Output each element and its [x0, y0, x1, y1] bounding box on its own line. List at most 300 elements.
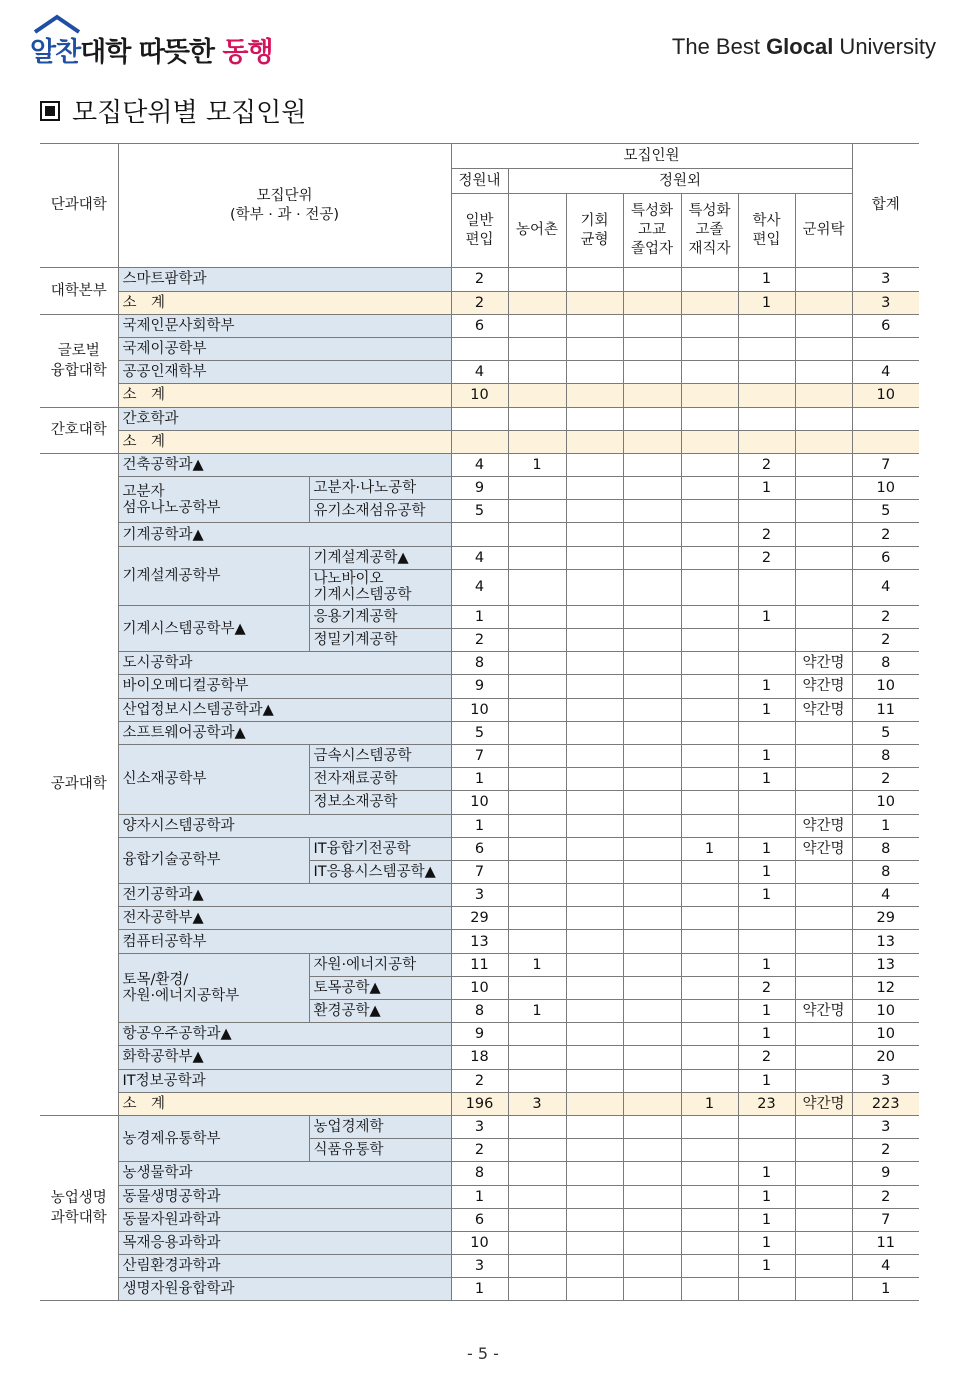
header-equal: 기회 균형 — [566, 194, 623, 268]
unit-cell: 항공우주공학과▲ — [118, 1023, 451, 1046]
value-cell — [566, 768, 623, 791]
value-cell: 4 — [852, 884, 919, 907]
header-unit: 모집단위 (학부 · 과 · 전공) — [118, 144, 451, 268]
value-cell — [681, 629, 738, 652]
value-cell — [738, 500, 795, 523]
value-cell — [508, 675, 566, 698]
table-row — [40, 1162, 919, 1185]
value-cell: 8 — [852, 652, 919, 675]
page-title: 모집단위별 모집인원 — [40, 92, 306, 129]
value-cell — [795, 291, 852, 314]
value-cell — [681, 953, 738, 976]
value-cell: 1 — [738, 860, 795, 883]
value-cell — [795, 884, 852, 907]
value-cell — [623, 569, 681, 605]
table-row — [40, 523, 919, 546]
group-cell: 기계시스템공학부▲ — [118, 605, 309, 651]
value-cell: 10 — [852, 1000, 919, 1023]
value-cell: 2 — [738, 1046, 795, 1069]
value-cell — [508, 1185, 566, 1208]
value-cell: 1 — [738, 268, 795, 291]
header-college: 단과대학 — [40, 144, 118, 268]
value-cell — [738, 361, 795, 384]
value-cell — [508, 1023, 566, 1046]
table-row — [40, 1278, 919, 1301]
value-cell: 약간명 — [795, 698, 852, 721]
value-cell: 약간명 — [795, 814, 852, 837]
value-cell — [681, 605, 738, 628]
table-row — [40, 675, 919, 698]
value-cell — [508, 1255, 566, 1278]
page-number: - 5 - — [467, 1344, 499, 1363]
value-cell — [681, 675, 738, 698]
table-row — [40, 430, 919, 453]
table-row — [40, 314, 919, 337]
subtotal-label: 소 계 — [118, 1092, 451, 1115]
table-row — [40, 407, 919, 430]
value-cell: 2 — [451, 629, 508, 652]
value-cell — [681, 430, 738, 453]
value-cell — [681, 1231, 738, 1254]
value-cell — [681, 721, 738, 744]
value-cell: 10 — [451, 698, 508, 721]
table-body — [40, 268, 919, 1301]
value-cell: 2 — [451, 268, 508, 291]
unit-cell: 정보소재공학 — [309, 791, 451, 814]
value-cell — [508, 546, 566, 569]
value-cell — [795, 721, 852, 744]
value-cell — [508, 1162, 566, 1185]
value-cell — [508, 1231, 566, 1254]
value-cell — [795, 430, 852, 453]
value-cell — [566, 675, 623, 698]
value-cell — [566, 291, 623, 314]
unit-cell: 자원·에너지공학 — [309, 953, 451, 976]
value-cell: 196 — [451, 1092, 508, 1115]
unit-cell: 식품유통학 — [309, 1139, 451, 1162]
value-cell — [795, 860, 852, 883]
value-cell — [508, 976, 566, 999]
unit-cell: 간호학과 — [118, 407, 451, 430]
value-cell — [623, 605, 681, 628]
unit-cell: 도시공학과 — [118, 652, 451, 675]
value-cell — [852, 337, 919, 360]
unit-cell: 소프트웨어공학과▲ — [118, 721, 451, 744]
value-cell: 2 — [738, 523, 795, 546]
value-cell: 1 — [738, 768, 795, 791]
value-cell: 1 — [738, 1208, 795, 1231]
unit-cell: 고분자·나노공학 — [309, 477, 451, 500]
value-cell — [738, 1139, 795, 1162]
value-cell — [623, 652, 681, 675]
value-cell — [795, 1278, 852, 1301]
unit-cell: 토목공학▲ — [309, 976, 451, 999]
quota-table — [40, 143, 919, 1301]
value-cell: 10 — [451, 791, 508, 814]
value-cell: 2 — [852, 605, 919, 628]
value-cell — [681, 546, 738, 569]
unit-cell: IT응용시스템공학▲ — [309, 860, 451, 883]
subtotal-label: 소 계 — [118, 430, 451, 453]
value-cell: 1 — [738, 698, 795, 721]
value-cell: 9 — [451, 477, 508, 500]
value-cell: 1 — [738, 884, 795, 907]
value-cell: 1 — [451, 814, 508, 837]
value-cell — [508, 1046, 566, 1069]
value-cell — [623, 268, 681, 291]
value-cell — [566, 744, 623, 767]
value-cell — [623, 453, 681, 476]
value-cell — [795, 1139, 852, 1162]
value-cell — [738, 384, 795, 407]
value-cell — [508, 884, 566, 907]
value-cell — [681, 1255, 738, 1278]
value-cell — [623, 837, 681, 860]
value-cell — [508, 652, 566, 675]
value-cell — [508, 698, 566, 721]
value-cell — [795, 384, 852, 407]
value-cell — [508, 314, 566, 337]
value-cell — [795, 907, 852, 930]
value-cell: 10 — [451, 384, 508, 407]
value-cell — [738, 1278, 795, 1301]
value-cell — [451, 430, 508, 453]
unit-cell: 농업경제학 — [309, 1115, 451, 1138]
unit-cell: 산업정보시스템공학과▲ — [118, 698, 451, 721]
value-cell: 4 — [451, 546, 508, 569]
value-cell: 2 — [451, 291, 508, 314]
value-cell — [623, 1162, 681, 1185]
value-cell — [681, 291, 738, 314]
value-cell: 8 — [852, 837, 919, 860]
value-cell: 1 — [852, 1278, 919, 1301]
value-cell — [508, 837, 566, 860]
value-cell — [566, 907, 623, 930]
header-military: 군위탁 — [795, 194, 852, 268]
value-cell — [681, 652, 738, 675]
unit-cell: IT융합기전공학 — [309, 837, 451, 860]
value-cell — [795, 744, 852, 767]
value-cell: 4 — [852, 361, 919, 384]
value-cell — [623, 1115, 681, 1138]
value-cell: 11 — [451, 953, 508, 976]
value-cell: 약간명 — [795, 1092, 852, 1115]
value-cell: 6 — [451, 837, 508, 860]
value-cell — [508, 337, 566, 360]
value-cell — [566, 884, 623, 907]
value-cell — [566, 523, 623, 546]
value-cell: 7 — [451, 744, 508, 767]
value-cell — [566, 1185, 623, 1208]
subtotal-label: 소 계 — [118, 291, 451, 314]
value-cell — [795, 337, 852, 360]
value-cell: 4 — [451, 569, 508, 605]
value-cell — [795, 453, 852, 476]
value-cell — [566, 1000, 623, 1023]
value-cell — [566, 384, 623, 407]
value-cell — [795, 361, 852, 384]
value-cell — [681, 314, 738, 337]
value-cell — [566, 721, 623, 744]
value-cell — [508, 500, 566, 523]
value-cell: 13 — [451, 930, 508, 953]
value-cell: 1 — [738, 1185, 795, 1208]
table-row — [40, 453, 919, 476]
value-cell — [566, 1139, 623, 1162]
value-cell — [623, 907, 681, 930]
value-cell: 29 — [451, 907, 508, 930]
value-cell: 3 — [508, 1092, 566, 1115]
value-cell: 10 — [852, 477, 919, 500]
value-cell: 6 — [451, 1208, 508, 1231]
value-cell — [566, 976, 623, 999]
unit-cell: 생명자원융합학과 — [118, 1278, 451, 1301]
value-cell: 2 — [451, 1139, 508, 1162]
table-row — [40, 837, 919, 860]
value-cell: 5 — [451, 721, 508, 744]
value-cell — [795, 976, 852, 999]
value-cell — [681, 860, 738, 883]
value-cell — [623, 1139, 681, 1162]
value-cell: 약간명 — [795, 837, 852, 860]
value-cell: 3 — [852, 291, 919, 314]
value-cell — [738, 629, 795, 652]
slogan: The Best Glocal University — [671, 34, 936, 59]
value-cell — [623, 1000, 681, 1023]
table-row — [40, 953, 919, 976]
college-cell: 대학본부 — [40, 268, 118, 314]
value-cell — [451, 523, 508, 546]
value-cell — [623, 291, 681, 314]
value-cell — [566, 453, 623, 476]
value-cell — [566, 698, 623, 721]
value-cell: 1 — [738, 1162, 795, 1185]
college-cell: 공과대학 — [40, 453, 118, 1115]
value-cell: 1 — [738, 1255, 795, 1278]
value-cell: 3 — [852, 1115, 919, 1138]
value-cell: 10 — [852, 791, 919, 814]
value-cell — [738, 930, 795, 953]
value-cell: 13 — [852, 953, 919, 976]
value-cell — [795, 1162, 852, 1185]
value-cell — [738, 791, 795, 814]
unit-cell: 바이오메디컬공학부 — [118, 675, 451, 698]
value-cell: 4 — [451, 453, 508, 476]
value-cell: 8 — [451, 652, 508, 675]
table-row — [40, 605, 919, 628]
value-cell: 8 — [451, 1162, 508, 1185]
unit-cell: 정밀기계공학 — [309, 629, 451, 652]
value-cell — [623, 337, 681, 360]
value-cell: 1 — [738, 291, 795, 314]
value-cell — [681, 337, 738, 360]
unit-cell: 전기공학과▲ — [118, 884, 451, 907]
value-cell — [566, 814, 623, 837]
table-row — [40, 1185, 919, 1208]
table-row — [40, 1115, 919, 1138]
value-cell — [451, 407, 508, 430]
table-row — [40, 884, 919, 907]
value-cell: 1 — [738, 1231, 795, 1254]
value-cell: 10 — [852, 384, 919, 407]
table-row — [40, 1208, 919, 1231]
value-cell — [508, 930, 566, 953]
value-cell: 4 — [451, 361, 508, 384]
value-cell: 2 — [852, 768, 919, 791]
value-cell: 20 — [852, 1046, 919, 1069]
unit-cell: 건축공학과▲ — [118, 453, 451, 476]
value-cell — [566, 268, 623, 291]
value-cell — [508, 1139, 566, 1162]
value-cell — [623, 1278, 681, 1301]
value-cell: 11 — [852, 698, 919, 721]
value-cell — [623, 953, 681, 976]
value-cell: 6 — [451, 314, 508, 337]
value-cell — [681, 1278, 738, 1301]
value-cell: 1 — [738, 837, 795, 860]
value-cell — [623, 477, 681, 500]
table-header — [40, 144, 919, 268]
value-cell — [795, 1185, 852, 1208]
subtotal-label: 소 계 — [118, 384, 451, 407]
value-cell: 23 — [738, 1092, 795, 1115]
value-cell: 2 — [852, 629, 919, 652]
value-cell: 3 — [852, 268, 919, 291]
value-cell: 1 — [681, 837, 738, 860]
header-total: 합계 — [852, 144, 919, 268]
value-cell — [623, 500, 681, 523]
value-cell — [623, 1255, 681, 1278]
value-cell — [623, 1092, 681, 1115]
value-cell — [681, 768, 738, 791]
value-cell — [508, 407, 566, 430]
value-cell — [508, 1278, 566, 1301]
value-cell: 10 — [451, 1231, 508, 1254]
value-cell — [795, 500, 852, 523]
value-cell — [795, 629, 852, 652]
value-cell — [566, 569, 623, 605]
header-general: 일반 편입 — [451, 194, 508, 268]
value-cell: 약간명 — [795, 652, 852, 675]
table-row — [40, 1046, 919, 1069]
value-cell — [681, 1046, 738, 1069]
value-cell — [566, 546, 623, 569]
value-cell — [681, 1023, 738, 1046]
group-cell: 기계설계공학부 — [118, 546, 309, 605]
value-cell — [681, 884, 738, 907]
value-cell — [623, 361, 681, 384]
value-cell: 2 — [738, 976, 795, 999]
value-cell: 12 — [852, 976, 919, 999]
value-cell: 1 — [738, 605, 795, 628]
value-cell — [738, 721, 795, 744]
value-cell: 29 — [852, 907, 919, 930]
value-cell — [795, 768, 852, 791]
value-cell: 약간명 — [795, 1000, 852, 1023]
group-cell: 토목/환경/ 자원·에너지공학부 — [118, 953, 309, 1023]
value-cell: 11 — [852, 1231, 919, 1254]
value-cell — [623, 768, 681, 791]
value-cell — [623, 1023, 681, 1046]
value-cell — [681, 384, 738, 407]
table-row — [40, 477, 919, 500]
value-cell — [681, 1069, 738, 1092]
value-cell — [623, 698, 681, 721]
value-cell — [508, 291, 566, 314]
value-cell — [566, 430, 623, 453]
unit-cell: 양자시스템공학과 — [118, 814, 451, 837]
value-cell — [508, 605, 566, 628]
value-cell — [566, 337, 623, 360]
unit-cell: 컴퓨터공학부 — [118, 930, 451, 953]
value-cell: 7 — [852, 1208, 919, 1231]
value-cell: 1 — [508, 953, 566, 976]
value-cell: 4 — [852, 569, 919, 605]
value-cell — [795, 523, 852, 546]
unit-cell: 농생물학과 — [118, 1162, 451, 1185]
value-cell: 2 — [738, 546, 795, 569]
value-cell — [623, 407, 681, 430]
group-cell: 고분자 섬유나노공학부 — [118, 477, 309, 523]
value-cell — [508, 791, 566, 814]
table-row — [40, 744, 919, 767]
value-cell — [566, 1208, 623, 1231]
value-cell: 10 — [451, 976, 508, 999]
value-cell: 1 — [738, 1000, 795, 1023]
value-cell — [508, 629, 566, 652]
value-cell: 2 — [852, 1185, 919, 1208]
header-voc-grad: 특성화 고교 졸업자 — [623, 194, 681, 268]
unit-cell: 목재응용과학과 — [118, 1231, 451, 1254]
value-cell — [623, 976, 681, 999]
value-cell — [566, 1115, 623, 1138]
value-cell — [795, 268, 852, 291]
value-cell — [566, 652, 623, 675]
value-cell — [795, 791, 852, 814]
value-cell — [795, 546, 852, 569]
college-cell: 농업생명 과학대학 — [40, 1115, 118, 1301]
value-cell — [681, 976, 738, 999]
value-cell — [508, 569, 566, 605]
value-cell — [623, 860, 681, 883]
value-cell: 8 — [852, 860, 919, 883]
unit-cell: 전자재료공학 — [309, 768, 451, 791]
value-cell — [508, 523, 566, 546]
value-cell — [795, 1046, 852, 1069]
table-row — [40, 546, 919, 569]
value-cell — [566, 930, 623, 953]
unit-cell: 기계공학과▲ — [118, 523, 451, 546]
value-cell: 3 — [451, 1255, 508, 1278]
value-cell — [795, 1255, 852, 1278]
value-cell: 18 — [451, 1046, 508, 1069]
value-cell — [681, 453, 738, 476]
value-cell — [738, 907, 795, 930]
header-outer: 정원외 — [508, 169, 852, 194]
value-cell: 2 — [852, 1139, 919, 1162]
value-cell — [623, 744, 681, 767]
unit-cell: 스마트팜학과 — [118, 268, 451, 291]
value-cell — [852, 430, 919, 453]
value-cell — [623, 629, 681, 652]
unit-cell: 산림환경과학과 — [118, 1255, 451, 1278]
value-cell: 5 — [451, 500, 508, 523]
value-cell — [738, 1115, 795, 1138]
value-cell: 8 — [451, 1000, 508, 1023]
value-cell: 2 — [852, 523, 919, 546]
value-cell — [623, 314, 681, 337]
value-cell — [623, 1185, 681, 1208]
